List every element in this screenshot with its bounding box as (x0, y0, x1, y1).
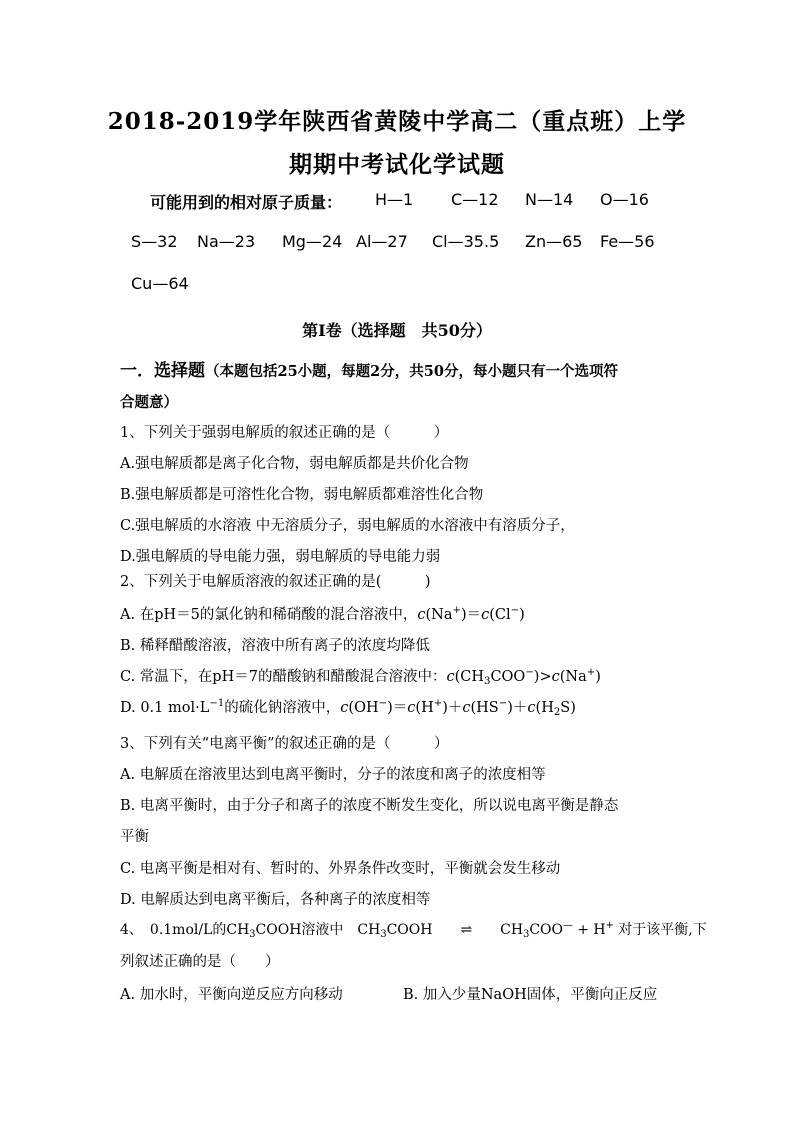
q2-option-b: B. 稀释醋酸溶液，溶液中所有离子的浓度均降低 (120, 638, 430, 654)
mass-cu: Cu—64 (131, 274, 189, 293)
q4-option-b: B. 加入少量NaOH固体，平衡向正反应 (403, 987, 658, 1003)
mass-o: O—16 (600, 190, 649, 209)
exam-title-line-1: 2018-2019学年陕西省黄陵中学高二（重点班）上学 (107, 108, 687, 135)
mass-n: N—14 (525, 190, 574, 209)
mass-mg: Mg—24 (282, 232, 343, 251)
mass-fe: Fe—56 (600, 232, 655, 251)
section-title: 第Ⅰ卷（选择题 共50分） (302, 321, 492, 340)
mass-c: C—12 (451, 190, 499, 209)
q2-option-d: D. 0.1 $mol\cdot L^{-1}$的硫化钠溶液中，$c(OH^-)=c(H^+)+c(HS^-)+c(H_2S)$ (120, 698, 576, 718)
q3-option-a: A. 电解质在溶液里达到电离平衡时，分子的浓度和离子的浓度相等 (120, 767, 546, 783)
q3-option-b-cont: 平衡 (120, 829, 149, 845)
mass-s: S—32 (131, 232, 178, 251)
q1-option-d: D.强电解质的导电能力强，弱电解质的导电能力弱 (120, 549, 441, 565)
q4-option-a: A. 加水时，平衡向逆反应方向移动 (120, 987, 343, 1003)
atomic-mass-label: 可能用到的相对原子质量： (150, 193, 343, 212)
q1-option-a: A.强电解质都是离子化合物，弱电解质都是共价化合物 (120, 456, 469, 472)
section-heading-note: （本题包括25小题，每题2分，共50分，每小题只有一个选项符 (205, 363, 618, 380)
mass-zn: Zn—65 (525, 232, 583, 251)
q4-stem: 4、 0.1mol/L的$CH_3COOH$溶液中 $CH_3COOH$ ⇌ $CH_3COO^— + H^+$ 对于该平衡,下 (120, 920, 707, 940)
q3-option-c: C. 电离平衡是相对有、暂时的、外界条件改变时，平衡就会发生移动 (120, 861, 561, 877)
mass-al: Al—27 (356, 232, 408, 251)
mass-h: H—1 (375, 190, 414, 209)
section-heading-note-cont: 合题意） (120, 394, 178, 411)
q4-stem-cont: 列叙述正确的是（ ） (120, 954, 280, 970)
exam-title-line-2: 期期中考试化学试题 (289, 151, 505, 178)
q2-option-a: A. 在pH＝5的氯化钠和稀硝酸的混合溶液中，c(Na+)＝c(Cl−) (120, 605, 525, 623)
q3-option-d: D. 电解质达到电离平衡后，各种离子的浓度相等 (120, 892, 431, 908)
q2-option-c: C. 常温下，在pH＝7的醋酸钠和醋酸混合溶液中：$c(CH_3COO^-)>c(Na^+)$ (120, 667, 601, 687)
q2-stem: 2、下列关于电解质溶液的叙述正确的是( ) (120, 574, 431, 590)
q3-option-b: B. 电离平衡时，由于分子和离子的浓度不断发生变化，所以说电离平衡是静态 (120, 798, 619, 814)
mass-na: Na—23 (197, 232, 256, 251)
q3-stem: 3、下列有关“电离平衡”的叙述正确的是（ ） (120, 736, 449, 752)
section-heading (120, 356, 618, 381)
q1-stem: 1、下列关于强弱电解质的叙述正确的是（ ） (120, 425, 449, 441)
q1-option-b: B.强电解质都是可溶性化合物，弱电解质都难溶性化合物 (120, 487, 484, 503)
section-heading-main: 一．选择题 (120, 361, 205, 381)
mass-cl: Cl—35.5 (432, 232, 500, 251)
q1-option-c: C.强电解质的水溶液 中无溶质分子，弱电解质的水溶液中有溶质分子， (120, 518, 575, 534)
